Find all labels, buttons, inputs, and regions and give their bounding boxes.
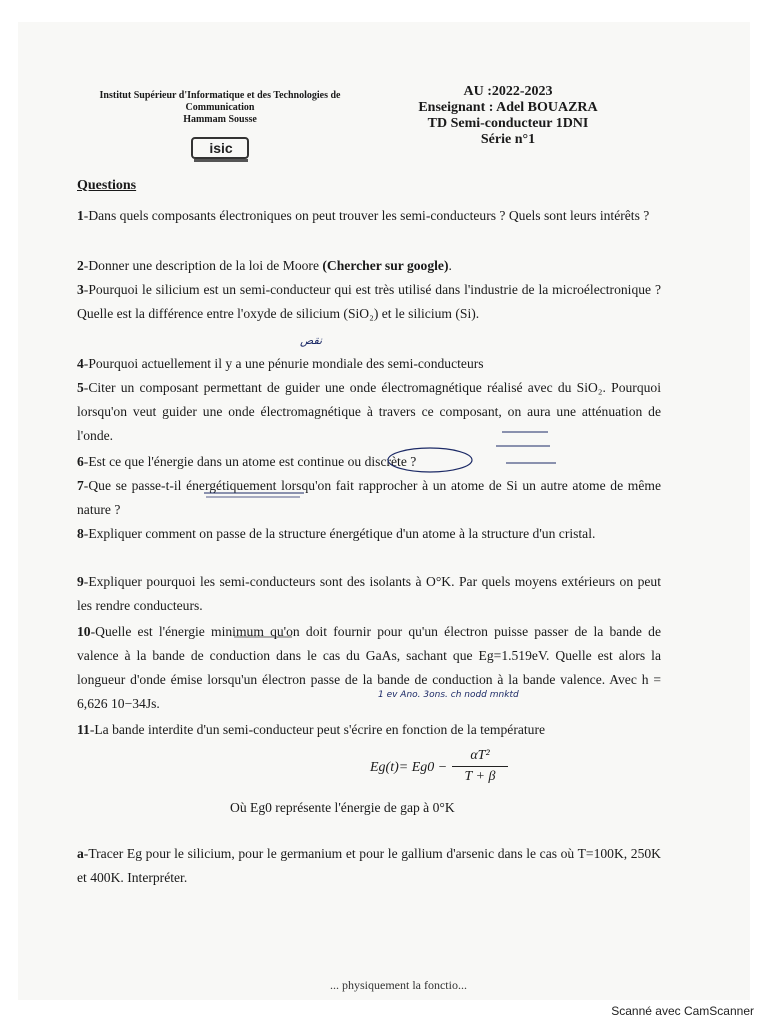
question-7: 7-Que se passe-t-il énergétiquement lorsqu'on fait rapprocher à un atome de Si un autre atome de même nature ? [77,478,661,517]
institute-line: Communication [185,102,255,113]
question-1: 1-Dans quels composants électroniques on peut trouver les semi-conducteurs ? Quels sont leurs intérêts ? [77,208,650,223]
course-header [408,84,608,148]
cut-off-text: ... physiquement la fonctio... [330,978,467,992]
isic-logo [190,134,252,164]
handwritten-note-q4: نقص [300,334,323,347]
handwritten-note-q10: 1 ev Ano. 3ons. ch nodd mnktd [378,690,519,700]
logo-text: isic [209,140,233,156]
institute-line: Hammam Sousse [183,114,257,125]
question-11: 11-La bande interdite d'un semi-conducteur peut s'écrire en fonction de la température [77,722,546,737]
question-6: 6-Est ce que l'énergie dans un atome est continue ou discrète ? [77,454,417,469]
question-2: 2-Donner une description de la loi de Moore (Chercher sur google). [77,258,452,273]
institute-name [90,90,350,126]
questions-title: Questions [77,178,137,193]
series: Série n°1 [480,132,536,147]
question-5: 5-Citer un composant permettant de guider une onde électromagnétique réalisé avec du SiO₂. Pourquoi lorsqu'on veut guider une onde électromagnétique à travers ce composant, on aura une atténuation de l'onde. [77,380,661,443]
academic-year: AU :2022-2023 [463,84,553,99]
question-3: 3-Pourquoi le silicium est un semi-conducteur qui est très utilisé dans l'industrie de la microélectronique ? Quelle est la différence entre l'oxyde de silicium (SiO₂) et le silicium (Si). [77,282,661,321]
question-9: 9-Expliquer pourquoi les semi-conducteurs sont des isolants à O°K. Par quels moyens extérieurs on peut les rendre conducteurs. [77,574,661,613]
question-11a: a-Tracer Eg pour le silicium, pour le germanium et pour le gallium d'arsenic dans le cas où T=100K, 250K et 400K. Interpréter. [77,846,661,885]
formula-legend: Où Eg0 représente l'énergie de gap à 0°K [230,800,455,815]
course-title: TD Semi-conducteur 1DNI [427,116,589,131]
camscanner-watermark: Scanné avec CamScanner [611,1004,754,1018]
formula-denominator: T + β [464,769,496,784]
formula-fraction [452,748,508,785]
question-10: 10-Quelle est l'énergie minimum qu'on doit fournir pour qu'un électron puisse passer de la bande de valence à la bande de conduction dans le cas du GaAs, sachant que Eg=1.519eV. Quelle est alors la longueur d'onde émise lorsqu'un électron passe de la bande de conduction à la bande valence. Avec h = 6,626 10−34Js. [77,624,661,711]
question-4: 4-Pourquoi actuellement il y a une pénurie mondiale des semi-conducteurs [77,356,484,371]
formula-numerator: αT² [470,748,490,763]
question-8: 8-Expliquer comment on passe de la structure énergétique d'un atome à la structure d'un cristal. [77,526,596,541]
institute-line: Institut Supérieur d'Informatique et des Technologies de [99,90,341,101]
teacher: Enseignant : Adel BOUAZRA [418,100,598,115]
gap-formula [370,748,530,794]
formula-lhs: Eg(t)= Eg0 − [370,760,448,775]
